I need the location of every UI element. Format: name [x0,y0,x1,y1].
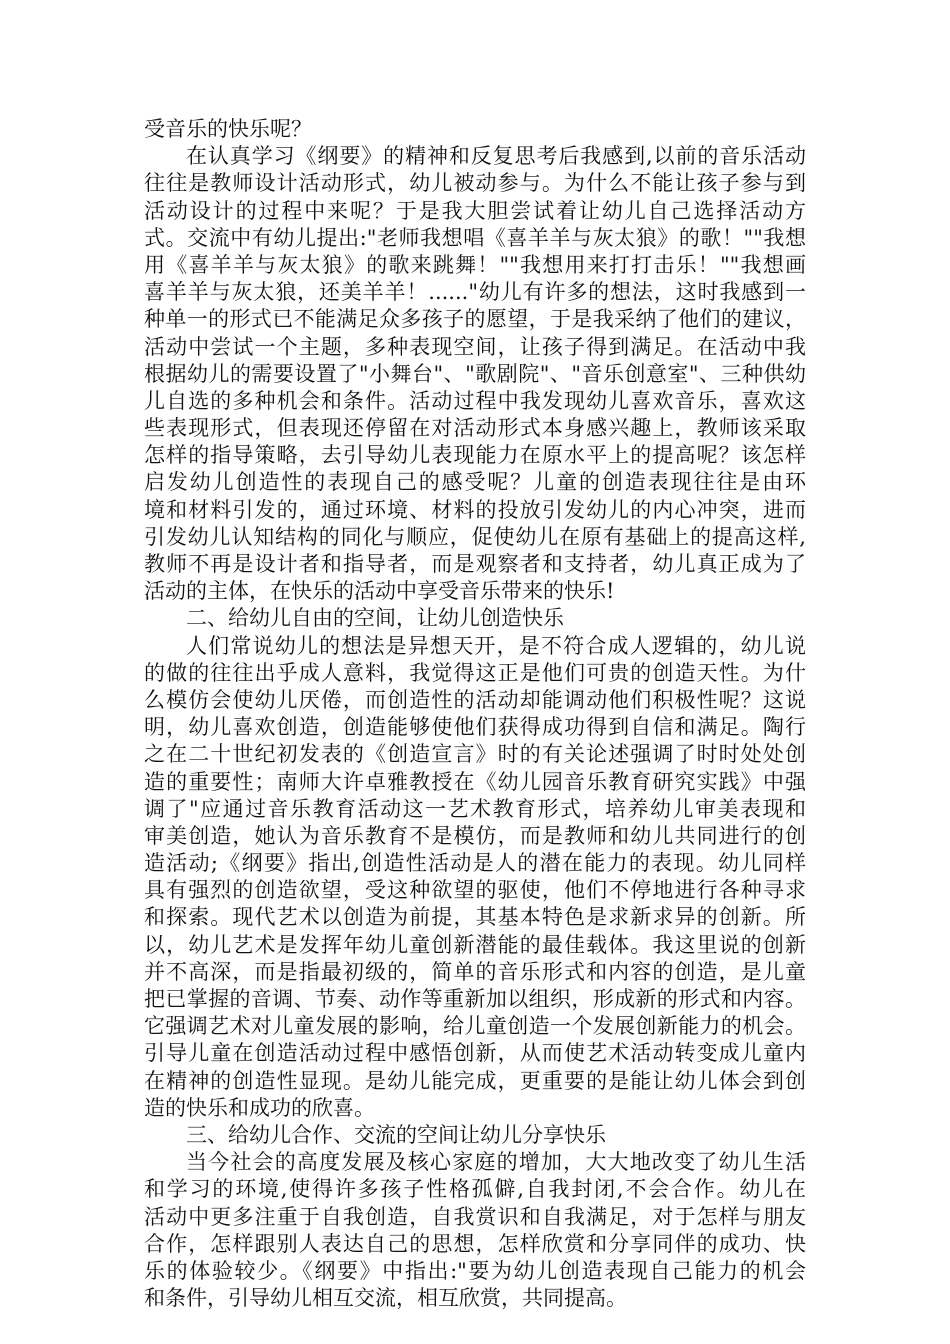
text-line: 具有强烈的创造欲望，受这种欲望的驱使，他们不停地进行各种寻求 [144,878,806,903]
text-line: 引发幼儿认知结构的同化与顺应，促使幼儿在原有基础上的提高这样, [144,524,806,549]
text-line: 它强调艺术对儿童发展的影响，给儿童创造一个发展创新能力的机会。 [144,1014,806,1039]
text-line: 在认真学习《纲要》的精神和反复思考后我感到,以前的音乐活动 [186,144,806,169]
text-line: 造的快乐和成功的欣喜。 [144,1095,375,1120]
text-line: 引导儿童在创造活动过程中感悟创新，从而使艺术活动转变成儿童内 [144,1041,806,1066]
text-line: 和条件，引导幼儿相互交流，相互欣赏，共同提高。 [144,1286,627,1311]
text-line: 把已掌握的音调、节奏、动作等重新加以组织，形成新的形式和内容。 [144,987,806,1011]
text-line: 根据幼儿的需要设置了"小舞台"、"歌剧院"、"音乐创意室"、三种供幼 [144,361,806,386]
text-line: 审美创造，她认为音乐教育不是模仿，而是教师和幼儿共同进行的创 [144,823,806,848]
text-line: 喜羊羊与灰太狼，还美羊羊！......"幼儿有许多的想法，这时我感到一 [144,280,806,305]
text-line: 合作，怎样跟别人表达自己的思想，怎样欣赏和分享同伴的成功、快 [144,1231,806,1256]
text-line: 人们常说幼儿的想法是异想天开，是不符合成人逻辑的，幼儿说 [186,633,806,658]
text-line: 启发幼儿创造性的表现自己的感受呢？儿童的创造表现往往是由环 [144,470,806,495]
text-line: 活动设计的过程中来呢？于是我大胆尝试着让幼儿自己选择活动方 [144,198,806,223]
text-line: 些表现形式，但表现还停留在对活动形式本身感兴趣上，教师该采取 [144,416,806,441]
text-line: 活动的主体，在快乐的活动中享受音乐带来的快乐! [144,579,615,604]
text-line: 三、给幼儿合作、交流的空间让幼儿分享快乐 [186,1122,606,1147]
text-line: 活动中尝试一个主题，多种表现空间，让孩子得到满足。在活动中我 [144,334,806,359]
text-line: 乐的体验较少。《纲要》中指出:"要为幼儿创造表现自己能力的机会 [144,1258,806,1283]
text-line: 教师不再是设计者和指导者，而是观察者和支持者，幼儿真正成为了 [144,552,806,576]
text-line: 调了"应通过音乐教育活动这一艺术教育形式，培养幼儿审美表现和 [144,796,806,821]
text-line: 种单一的形式已不能满足众多孩子的愿望，于是我采纳了他们的建议， [144,307,806,332]
text-line: 么模仿会使幼儿厌倦，而创造性的活动却能调动他们积极性呢？这说 [144,687,806,712]
text-line: 明，幼儿喜欢创造，创造能够使他们获得成功得到自信和满足。陶行 [144,715,806,740]
text-line: 往往是教师设计活动形式，幼儿被动参与。为什么不能让孩子参与到 [144,171,806,196]
text-line: 的做的往往出乎成人意料，我觉得这正是他们可贵的创造天性。为什 [144,660,806,685]
text-line: 儿自选的多种机会和条件。活动过程中我发现幼儿喜欢音乐，喜欢这 [144,388,806,413]
text-line: 二、给幼儿自由的空间，让幼儿创造快乐 [186,606,564,631]
text-line: 并不高深，而是指最初级的，简单的音乐形式和内容的创造，是儿童 [144,959,806,984]
text-line: 境和材料引发的，通过环境、材料的投放引发幼儿的内心冲突，进而 [144,497,806,522]
text-line: 当今社会的高度发展及核心家庭的增加，大大地改变了幼儿生活 [186,1150,806,1175]
text-line: 受音乐的快乐呢？ [144,117,312,141]
text-line: 活动中更多注重于自我创造，自我赏识和自我满足，对于怎样与朋友 [144,1204,806,1229]
text-line: 式。交流中有幼儿提出:"老师我想唱《喜羊羊与灰太狼》的歌！""我想 [144,225,806,250]
text-line: 造活动;《纲要》指出,创造性活动是人的潜在能力的表现。幼儿同样 [144,851,806,876]
text-line: 怎样的指导策略，去引导幼儿表现能力在原水平上的提高呢？该怎样 [144,443,806,468]
document-body [144,116,806,1312]
text-line: 在精神的创造性显现。是幼儿能完成，更重要的是能让幼儿体会到创 [144,1068,806,1093]
text-line: 之在二十世纪初发表的《创造宣言》时的有关论述强调了时时处处创 [144,742,806,767]
text-line: 用《喜羊羊与灰太狼》的歌来跳舞！""我想用来打打击乐！""我想画 [144,252,806,277]
text-line: 以，幼儿艺术是发挥年幼儿童创新潜能的最佳载体。我这里说的创新 [144,932,806,957]
text-line: 造的重要性；南师大许卓雅教授在《幼儿园音乐教育研究实践》中强 [144,769,806,794]
text-line: 和探索。现代艺术以创造为前提，其基本特色是求新求异的创新。所 [144,905,806,930]
text-line: 和学习的环境,使得许多孩子性格孤僻,自我封闭,不会合作。幼儿在 [144,1177,806,1202]
